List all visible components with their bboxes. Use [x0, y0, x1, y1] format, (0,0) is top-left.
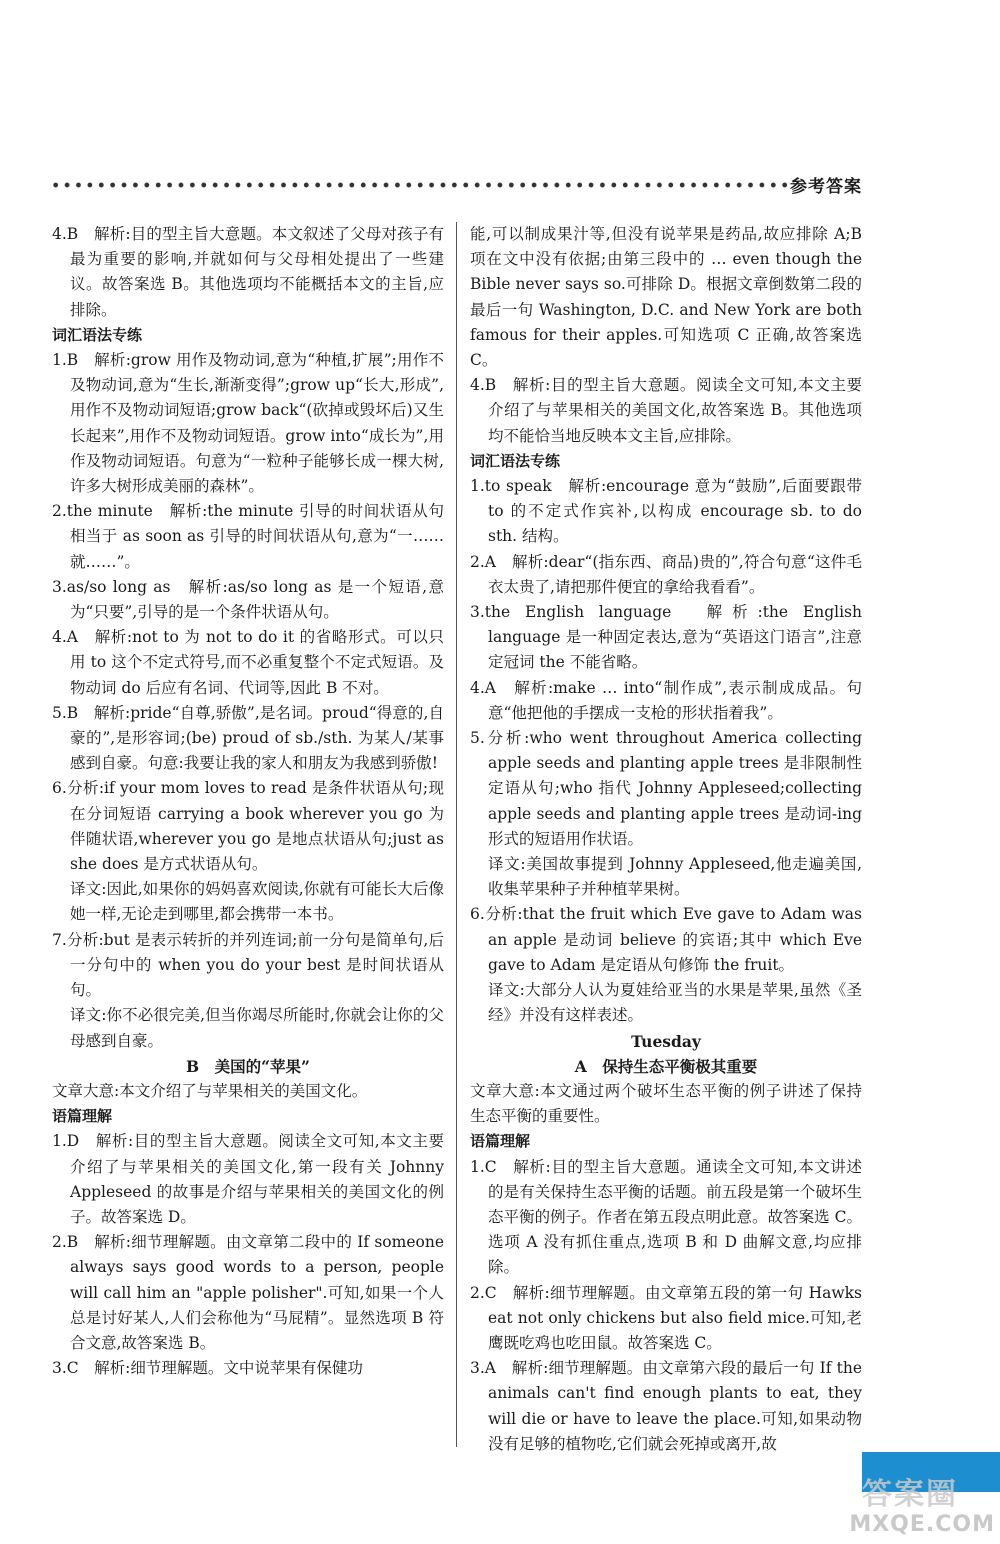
answer-item: 6.分析:that the fruit which Eve gave to Adam was an apple 是动词 believe 的宾语;其中 which Eve gave to Adam 是定语从句修饰 the fruit。	[470, 905, 862, 974]
answer-item: 2.B 解析:细节理解题。由文章第二段中的 If someone always says good words to a person, people will call him an "apple polisher".可知,如果一个人总是讨好某人,人们会称他为“马屁精”。显然选项 B 符合文意,故答案选 B。	[52, 1233, 444, 1352]
page-header	[50, 172, 862, 202]
answer-item: 5.B 解析:pride“自尊,骄傲”,是名词。proud“得意的,自豪的”,是形容词;(be) proud of sb./sth. 为某人/某事感到自豪。句意:我要让我的家人和朋友为我感到骄傲!	[52, 703, 444, 773]
section-heading: 词汇语法专练	[52, 325, 143, 344]
answer-item: 1.D 解析:目的型主旨大意题。阅读全文可知,本文主要介绍了与苹果相关的美国文化,第一段有关 Johnny Appleseed 的故事是介绍与苹果相关的美国文化的例子。故答案选 D。	[52, 1132, 444, 1226]
answer-item: 2.A 解析:dear“(指东西、商品)贵的”,符合句意“这件毛衣太贵了,请把那件便宜的拿给我看看”。	[470, 552, 862, 596]
translation-text: 译文:大部分人认为夏娃给亚当的水果是苹果,虽然《圣经》并没有这样表述。	[488, 981, 862, 1025]
section-heading: 词汇语法专练	[470, 451, 561, 470]
passage-summary: 文章大意:本文介绍了与苹果相关的美国文化。	[52, 1081, 368, 1100]
answer-item: 2.C 解析:细节理解题。由文章第五段的第一句 Hawks eat not only chickens but also field mice.可知,老鹰既吃鸡也吃田鼠。故答案选 C。	[470, 1283, 862, 1352]
passage-title: A 保持生态平衡极其重要	[574, 1056, 758, 1076]
left-column	[52, 222, 444, 1381]
section-heading: 语篇理解	[52, 1107, 113, 1126]
answer-item: 7.分析:but 是表示转折的并列连词;前一分句是简单句,后一分句中的 when you do your best 是时间状语从句。	[52, 930, 444, 1000]
column-divider	[456, 222, 457, 1447]
answer-item: 4.A 解析:make … into“制作成”,表示制成成品。句意“他把他的手摆成一支枪的形状指着我”。	[470, 678, 862, 722]
watermark-text: 答案圈	[862, 1477, 958, 1512]
answer-item: 4.A 解析:not to 为 not to do it 的省略形式。可以只用 to 这个不定式符号,而不必重复整个不定式短语。及物动词 do 后应有名词、代词等,因此 B 不对。	[52, 628, 444, 697]
answer-item: 1.C 解析:目的型主旨大意题。通读全文可知,本文讲述的是有关保持生态平衡的话题。前五段是第一个破坏生态平衡的例子。作者在第五段点明此意。故答案选 C。选项 A 没有抓住重点,选项 B 和 D 曲解文意,均应排除。	[470, 1157, 862, 1277]
answer-item: 3.the English language 解析:the English language 是一种固定表达,意为“英语这门语言”,注意定冠词 the 不能省略。	[470, 603, 862, 672]
passage-title: B 美国的“苹果”	[186, 1056, 310, 1076]
answer-item: 1.B 解析:grow 用作及物动词,意为“种植,扩展”;用作不及物动词,意为“生长,渐渐变得”;grow up“长大,形成”,用作不及物动词短语;grow back“(砍掉或毁坏后)又生长起来”,用作不及物动词短语。grow into“成长为”,用作及物动词短语。句意为“一粒种子能够长成一棵大树,许多大树形成美丽的森林”。	[52, 351, 444, 496]
section-heading: 语篇理解	[470, 1132, 531, 1151]
translation-text: 译文:你不必很完美,但当你竭尽所能时,你就会让你的父母感到自豪。	[70, 1006, 444, 1050]
day-heading: Tuesday	[631, 1031, 701, 1051]
dotted-rule	[50, 180, 790, 190]
answer-item: 2.the minute 解析:the minute 引导的时间状语从句相当于 as soon as 引导的时间状语从句,意为“一……就……”。	[52, 502, 444, 571]
watermark-url: MXQE.COM	[849, 1512, 995, 1537]
answer-item: 3.A 解析:细节理解题。由文章第六段的最后一句 If the animals can't find enough plants to eat, they will die or have to leave the place.可知,如果动物没有足够的植物吃,它们就会死掉或离开,故	[470, 1359, 862, 1453]
right-column	[470, 222, 862, 1457]
header-title: 参考答案	[790, 177, 862, 197]
translation-text: 译文:因此,如果你的妈妈喜欢阅读,你就有可能长大后像她一样,无论走到哪里,都会携带一本书。	[70, 880, 444, 924]
answer-item: 3.as/so long as 解析:as/so long as 是一个短语,意为“只要”,引导的是一个条件状语从句。	[52, 577, 444, 622]
answer-item: 4.B 解析:目的型主旨大意题。本文叙述了父母对孩子有最为重要的影响,并就如何与父母相处提出了一些建议。故答案选 B。其他选项均不能概括本文的主旨,应排除。	[52, 225, 444, 319]
translation-text: 译文:美国故事提到 Johnny Appleseed,他走遍美国,收集苹果种子并种植苹果树。	[488, 855, 862, 899]
answer-item: 5.分析:who went throughout America collecting apple seeds and planting apple trees 是非限制性定语从句;who 指代 Johnny Appleseed;collecting apple seeds and planting apple trees 是动词-ing 形式的短语用作状语。	[470, 729, 862, 848]
passage-summary: 文章大意:本文通过两个破坏生态平衡的例子讲述了保持生态平衡的重要性。	[470, 1081, 862, 1126]
watermark-logo	[825, 1478, 995, 1540]
answer-item: 3.C 解析:细节理解题。文中说苹果有保健功	[52, 1359, 363, 1378]
answer-continuation: 能,可以制成果汁等,但没有说苹果是药品,故应排除 A;B 项在文中没有依据;由第三段中的 … even though the Bible never says so.可排除 D。根据文章倒数第二段的最后一句 Washington, D.C. and New York are both famous for their apples.可知选项 C 正确,故答案选 C。	[470, 225, 862, 370]
answer-item: 6.分析:if your mom loves to read 是条件状语从句;现在分词短语 carrying a book wherever you go 为伴随状语,wherever you go 是地点状语从句;just as she does 是方式状语从句。	[52, 779, 444, 874]
answer-item: 1.to speak 解析:encourage 意为“鼓励”,后面要跟带 to 的不定式作宾补,以构成 encourage sb. to do sth. 结构。	[470, 477, 862, 546]
answer-item: 4.B 解析:目的型主旨大意题。阅读全文可知,本文主要介绍了与苹果相关的美国文化,故答案选 B。其他选项均不能恰当地反映本文主旨,应排除。	[470, 376, 862, 445]
